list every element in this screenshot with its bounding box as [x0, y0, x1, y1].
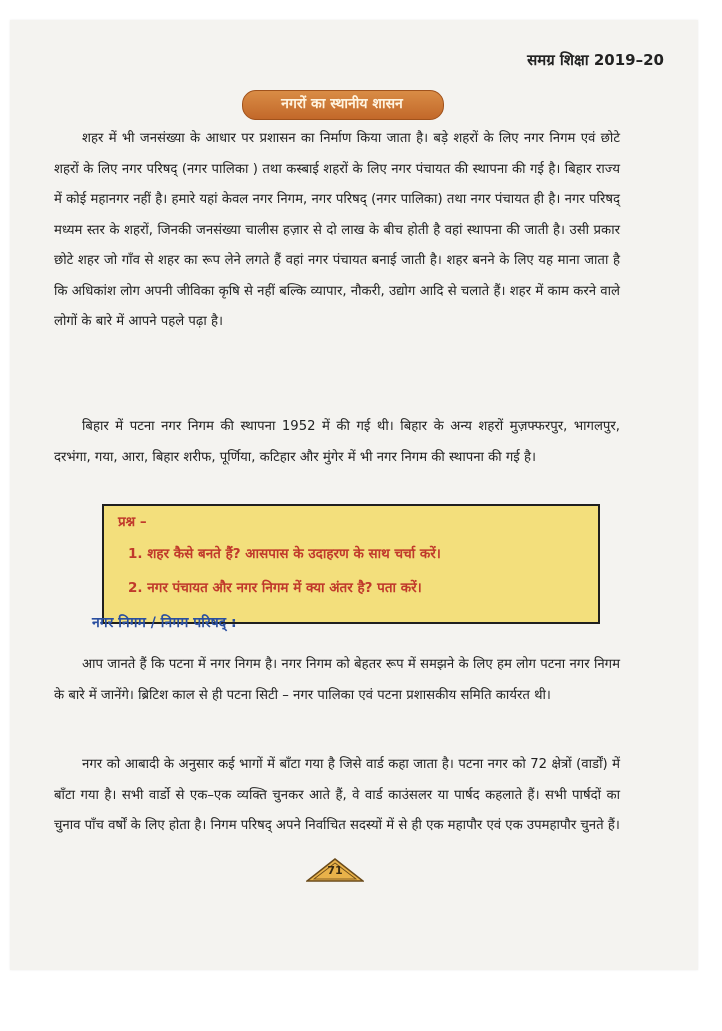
page-header: समग्र शिक्षा 2019–20: [527, 51, 664, 69]
book-page: [10, 20, 698, 970]
section-title-banner: [242, 90, 442, 118]
subheading: नगर निगम / निगम परिषद् :: [92, 615, 237, 631]
question-item: 1. शहर कैसे बनते हैं? आसपास के उदाहरण के साथ चर्चा करें।: [128, 546, 441, 562]
question-box: [102, 504, 600, 624]
paragraph-1: शहर में भी जनसंख्या के आधार पर प्रशासन का निर्माण किया जाता है। बड़े शहरों के लिए नगर निगम एवं छोटे शहरों के लिए नगर परिषद् (नगर पालिका ) तथा कस्बाई शहरों के लिए नगर पंचायत की स्थापना की गई है। बिहार राज्य में कोई महानगर नहीं है। हमारे यहां केवल नगर निगम, नगर परिषद् (नगर पालिका) तथा नगर पंचायत ही है। नगर परिषद् मध्यम स्तर के शहरों, जिनकी जनसंख्या चालीस हज़ार से दो लाख के बीच होती है वहां स्थापना की जाती है। उसी प्रकार छोटे शहर जो गाँव से शहर का रूप लेने लगते हैं वहां नगर पंचायत बनाई जाती है। शहर बनने के लिए यह माना जाता है कि अधिकांश लोग अपनी जीविका कृषि से नहीं बल्कि व्यापार, नौकरी, उद्योग आदि से चलाते हैं। शहर में काम करने वाले लोगों के बारे में आपने पहले पढ़ा है।: [54, 131, 620, 329]
question-title: प्रश्न –: [118, 514, 147, 530]
page-number-badge: [306, 858, 364, 882]
section-title: नगरों का स्थानीय शासन: [281, 96, 403, 112]
paragraph-2: बिहार में पटना नगर निगम की स्थापना 1952 में की गई थी। बिहार के अन्य शहरों मुज़फ्फरपुर, भागलपुर, दरभंगा, गया, आरा, बिहार शरीफ, पूर्णिया, कटिहार और मुंगेर में भी नगर निगम की स्थापना की गई है।: [54, 419, 620, 465]
paragraph-4: नगर को आबादी के अनुसार कई भागों में बाँटा गया है जिसे वार्ड कहा जाता है। पटना नगर को 72 क्षेत्रों (वार्डों) में बाँटा गया है। सभी वार्डो से एक–एक व्यक्ति चुनकर आते हैं, वे वार्ड काउंसलर या पार्षद कहलाते हैं। सभी पार्षदों का चुनाव पाँच वर्षों के लिए होता है। निगम परिषद् अपने निर्वाचित सदस्यों में से ही एक महापौर एवं एक उपमहापौर चुनते हैं।: [54, 757, 620, 833]
page-number: 71: [327, 864, 343, 877]
question-item: 2. नगर पंचायत और नगर निगम में क्या अंतर है? पता करें।: [128, 580, 422, 596]
paragraph-3: आप जानते हैं कि पटना में नगर निगम है। नगर निगम को बेहतर रूप में समझने के लिए हम लोग पटना नगर निगम के बारे में जानेंगे। ब्रिटिश काल से ही पटना सिटी – नगर पालिका एवं पटना प्रशासकीय समिति कार्यरत थी।: [54, 657, 620, 703]
